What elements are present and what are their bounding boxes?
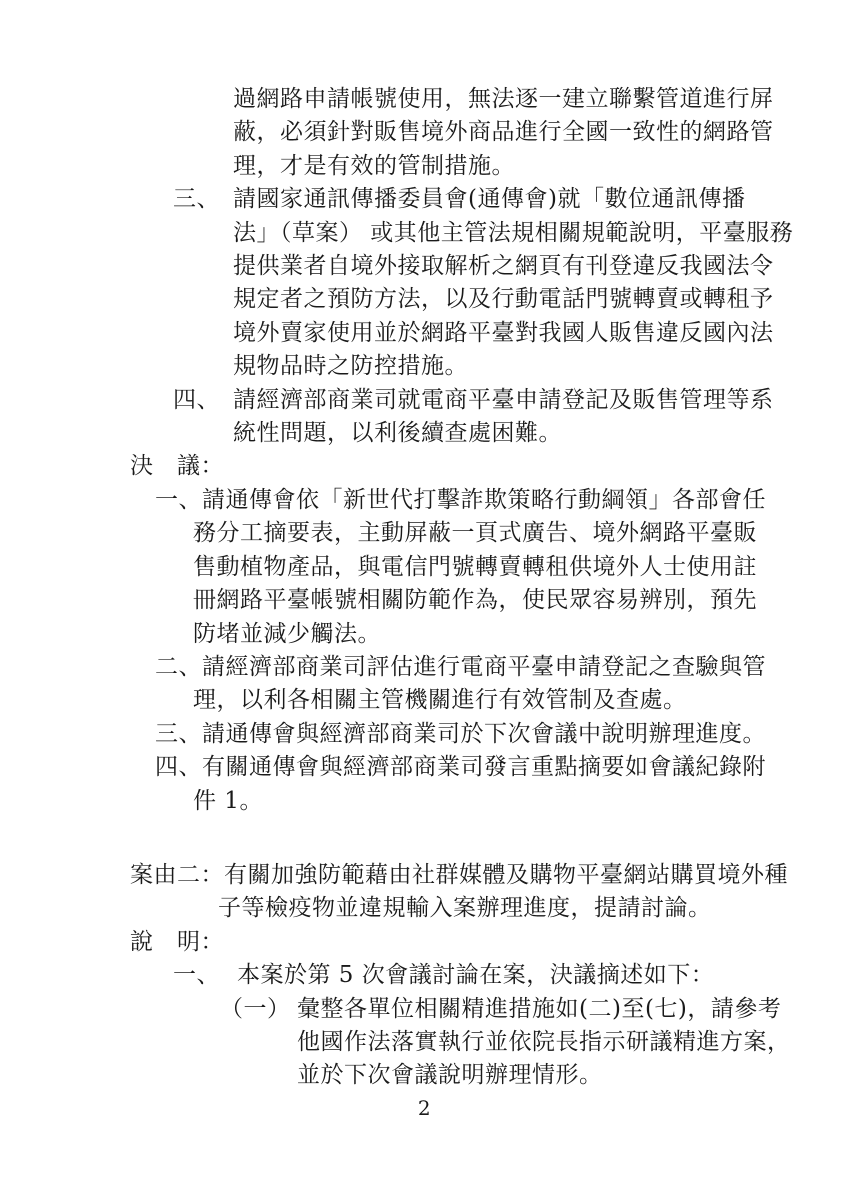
body-line: 規定者之預防方法，以及行動電話門號轉賣或轉租予: [233, 286, 774, 313]
body-line: 件 1。: [193, 787, 263, 814]
body-line: 並於下次會議說明辦理情形。: [297, 1062, 603, 1089]
list-item: [0, 384, 849, 417]
page-number: 2: [417, 1095, 432, 1120]
body-line: 他國作法落實執行並依院長指示研議精進方案，: [297, 1028, 791, 1055]
body-line: 務分工摘要表，主動屏蔽一頁式廣告、境外網路平臺販: [193, 520, 757, 547]
sub-item-text: 彙整各單位相關精進措施如(二)至(七)，請參考: [297, 995, 782, 1022]
item-number-label: 三、: [173, 186, 220, 213]
resolution-item: 一、請通傳會依「新世代打擊詐欺策略行動綱領」各部會任: [155, 486, 766, 513]
resolution-item: 三、請通傳會與經濟部商業司於下次會議中說明辦理進度。: [155, 720, 766, 747]
body-line: 統性問題，以利後續查處困難。: [233, 420, 562, 447]
item-text: 請經濟部商業司就電商平臺申請登記及販售管理等系: [233, 386, 774, 413]
body-line: 提供業者自境外接取解析之網頁有刊登違反我國法令: [233, 253, 774, 280]
list-item: [0, 183, 849, 216]
body-line: 防堵並減少觸法。: [193, 620, 381, 647]
sub-item: [0, 993, 849, 1026]
body-line: 過網路申請帳號使用，無法逐一建立聯繫管道進行屏: [233, 86, 774, 112]
body-line: 境外賣家使用並於網路平臺對我國人販售違反國內法: [233, 319, 774, 346]
sub-item-number-label: （一）: [220, 995, 291, 1022]
section-heading-resolution: 決 議：: [130, 453, 224, 480]
case-label: 案由二：: [130, 861, 224, 888]
body-line: 理，才是有效的管制措施。: [233, 152, 515, 179]
resolution-item: 四、有關通傳會與經濟部商業司發言重點摘要如會議紀錄附: [155, 754, 766, 781]
item-text: 請國家通訊傳播委員會(通傳會)就「數位通訊傳播: [233, 186, 746, 213]
item-text: 本案於第 5 次會議討論在案，決議摘述如下：: [237, 962, 715, 989]
body-line: 規物品時之防控措施。: [233, 353, 468, 380]
body-line: 子等檢疫物並違規輸入案辦理進度，提請討論。: [218, 895, 712, 922]
body-line: 法」（草案） 或其他主管法規相關規範說明，平臺服務: [233, 219, 794, 246]
resolution-item: 二、請經濟部商業司評估進行電商平臺申請登記之查驗與管: [155, 653, 766, 680]
body-line: 理，以利各相關主管機關進行有效管制及查處。: [193, 687, 687, 714]
case-text: 有關加強防範藉由社群媒體及購物平臺網站購買境外種: [224, 861, 788, 888]
section-heading-explanation: 說 明：: [130, 928, 224, 955]
list-item: [0, 959, 849, 992]
item-number-label: 一、: [173, 962, 220, 989]
body-line: 售動植物產品，與電信門號轉賣轉租供境外人士使用註: [193, 553, 757, 580]
case-heading: [0, 859, 849, 892]
body-line: 蔽，必須針對販售境外商品進行全國一致性的網路管: [233, 119, 774, 146]
body-line: 冊網路平臺帳號相關防範作為，使民眾容易辨別，預先: [193, 587, 757, 614]
item-number-label: 四、: [173, 386, 220, 413]
